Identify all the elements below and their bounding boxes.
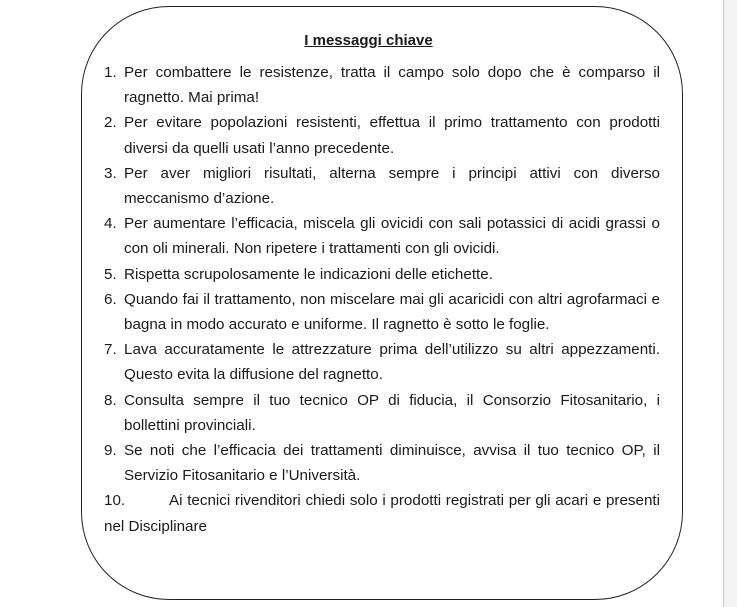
item-text: Per combattere le resistenze, tratta il campo solo dopo che è comparso il ragnetto. Mai prima! [124,64,660,107]
item-text: Se noti che l’efficacia dei trattamenti diminuisce, avvisa il tuo tecnico OP, il Servizio Fitosanitario e l’Università. [124,442,660,485]
item-number: 6. [104,290,117,308]
list-item [104,161,660,211]
list-item [104,488,660,538]
list-item [104,211,660,261]
page-gutter [724,0,737,607]
item-number: 1. [104,64,117,81]
item-text: Rispetta scrupolosamente le indicazioni delle etichette. [124,265,493,283]
item-text: Ai tecnici rivenditori chiedi solo i prodotti registrati per gli acari e presenti nel Disciplinare [104,492,660,535]
list-item [104,438,660,488]
list-item [104,60,660,110]
list-item [104,262,660,287]
list-item [104,287,660,337]
item-number: 7. [104,341,117,359]
item-number: 8. [104,391,117,409]
item-text: Per aver migliori risultati, alterna sempre i principi attivi con diverso meccanismo d’azione. [124,164,660,208]
item-number: 3. [104,164,117,182]
list-item [104,388,660,438]
item-number: 2. [104,114,117,132]
item-text: Per aumentare l’efficacia, miscela gli ovicidi con sali potassici di acidi grassi o con oli minerali. Non ripetere i trattamenti con gli ovicidi. [124,215,660,258]
item-number: 10. [104,492,126,510]
key-messages-list [104,60,660,539]
item-text: Quando fai il trattamento, non miscelare mai gli acaricidi con altri agrofarmaci e bagna in modo accurato e uniforme. Il ragnetto è sotto le foglie. [124,290,660,334]
list-item [104,110,660,160]
box-title: I messaggi chiave [304,32,433,49]
item-text: Lava accuratamente le attrezzature prima dell’utilizzo su altri appezzamenti. Questo evita la diffusione del ragnetto. [124,341,660,384]
item-number: 4. [104,215,117,233]
item-text: Per evitare popolazioni resistenti, effettua il primo trattamento con prodotti diversi da quelli usati l’anno precedente. [124,114,660,157]
item-text: Consulta sempre il tuo tecnico OP di fiducia, il Consorzio Fitosanitario, i bollettini provinciali. [124,391,660,434]
list-item [104,337,660,387]
item-number: 9. [104,442,117,460]
item-number: 5. [104,265,117,283]
